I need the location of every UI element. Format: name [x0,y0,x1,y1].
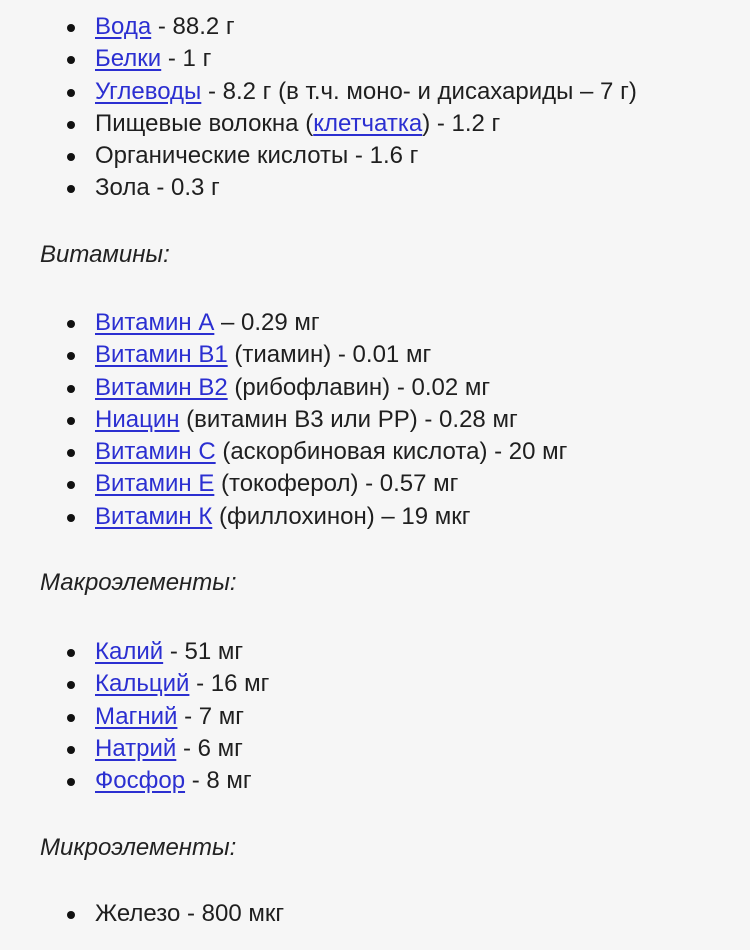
vitamins-heading: Витамины: [40,241,170,268]
microelements-list [62,898,284,930]
item-value: - 6 мг [176,734,243,762]
list-item [62,436,567,468]
item-value: - 7 мг [177,702,245,730]
list-item [62,701,269,733]
list-item [62,765,269,797]
vitamins-list [62,307,567,533]
link-vitamin-e[interactable]: Витамин Е [95,470,215,498]
link-vitamin-k[interactable]: Витамин К [95,502,213,530]
item-value: (витамин В3 или РР) - 0.28 мг [179,405,518,433]
list-item [62,468,567,500]
link-potassium[interactable]: Калий [95,638,164,665]
list-item [62,172,637,204]
list-item [62,43,637,75]
item-value: - 8 мг [185,767,252,795]
composition-list [62,11,637,205]
link-water[interactable]: Вода [95,13,152,40]
list-item [62,307,567,339]
link-vitamin-b1[interactable]: Витамин В1 [95,341,228,369]
list-item [62,733,269,765]
item-value: (токоферол) - 0.57 мг [214,470,459,498]
item-value: - 1 г [161,45,212,73]
list-item [62,108,637,140]
link-fiber[interactable]: клетчатка [313,109,423,137]
list-item [62,404,567,436]
list-item [62,372,567,404]
list-item [62,76,637,108]
item-value: - 8.2 г (в т.ч. моно- и дисахариды – 7 г) [201,77,637,105]
link-vitamin-b2[interactable]: Витамин В2 [95,373,228,401]
link-phosphorus[interactable]: Фосфор [95,767,186,795]
item-text: Зола - 0.3 г [95,174,220,202]
link-vitamin-c[interactable]: Витамин С [95,438,216,466]
macroelements-list [62,636,269,797]
item-value: - 88.2 г [151,13,235,40]
link-proteins[interactable]: Белки [95,45,162,73]
item-value: - 16 мг [189,670,270,698]
link-magnesium[interactable]: Магний [95,702,178,730]
list-item [62,339,567,371]
link-sodium[interactable]: Натрий [95,734,177,762]
link-carbohydrates[interactable]: Углеводы [95,77,202,105]
item-value: – 0.29 мг [214,309,320,336]
list-item [62,636,269,668]
list-item [62,898,284,930]
list-item [62,668,269,700]
link-vitamin-a[interactable]: Витамин А [95,309,215,336]
item-value: (рибофлавин) - 0.02 мг [227,373,491,401]
list-item [62,140,637,172]
item-value: - 51 мг [163,638,244,665]
list-item [62,11,637,43]
item-prefix: Пищевые волокна ( [95,109,314,137]
item-value: (филлохинон) – 19 мкг [212,502,471,530]
macroelements-heading: Макроэлементы: [40,569,237,596]
link-calcium[interactable]: Кальций [95,670,190,698]
item-value: (тиамин) - 0.01 мг [227,341,432,369]
item-value: (аскорбиновая кислота) - 20 мг [215,438,568,466]
microelements-heading: Микроэлементы: [40,834,237,861]
link-niacin[interactable]: Ниацин [95,405,180,433]
list-item [62,501,567,533]
item-text: Железо - 800 мкг [95,900,285,927]
item-value: ) - 1.2 г [422,109,501,137]
item-text: Органические кислоты - 1.6 г [95,142,419,170]
